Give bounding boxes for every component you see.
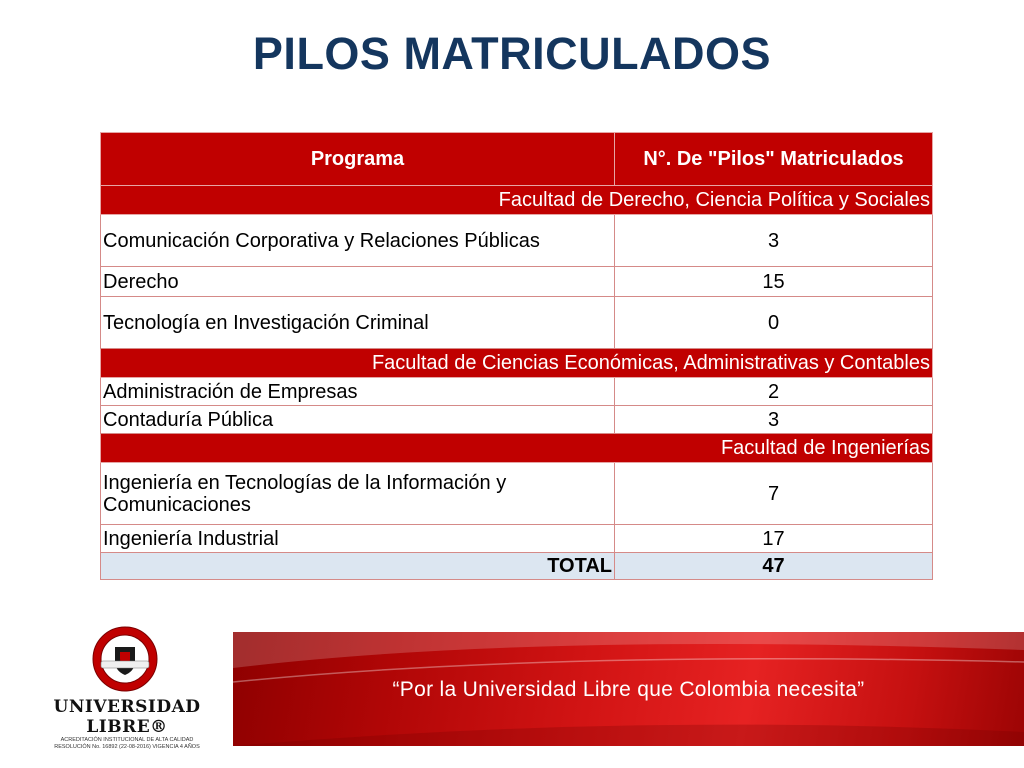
table-row [101,378,933,406]
program-count: 3 [615,215,933,267]
table-row [101,463,933,525]
faculty-label: Facultad de Derecho, Ciencia Política y Sociales [101,186,933,215]
faculty-row [101,186,933,215]
faculty-row [101,434,933,463]
program-name: Derecho [101,267,615,297]
logo-accreditation [52,737,202,751]
faculty-row [101,349,933,378]
logo-name-line1: UNIVERSIDAD [53,697,201,717]
program-name: Ingeniería en Tecnologías de la Información y Comunicaciones [101,463,615,525]
program-count: 17 [615,525,933,553]
program-count: 3 [615,406,933,434]
slide-title: PILOS MATRICULADOS [252,28,772,79]
header-programa: Programa [101,133,615,186]
table-row [101,525,933,553]
banner-quote: “Por la Universidad Libre que Colombia necesita” [392,678,865,701]
logo-name-line2: LIBRE® [86,717,168,737]
table-header-row [101,133,933,186]
program-count: 2 [615,378,933,406]
total-label: TOTAL [101,553,615,580]
footer-banner [233,632,1024,746]
program-name: Comunicación Corporativa y Relaciones Públicas [101,215,615,267]
faculty-label: Facultad de Ingenierías [101,434,933,463]
program-count: 15 [615,267,933,297]
table-row [101,215,933,267]
table-row [101,297,933,349]
accreditation-line2: RESOLUCIÓN No. 16892 (22-08-2016) VIGENCIA 4 AÑOS [54,744,200,750]
program-count: 7 [615,463,933,525]
university-seal-icon [85,625,165,693]
program-count: 0 [615,297,933,349]
faculty-label: Facultad de Ciencias Económicas, Administrativas y Contables [101,349,933,378]
program-name: Tecnología en Investigación Criminal [101,297,615,349]
program-name: Contaduría Pública [101,406,615,434]
table-row [101,267,933,297]
university-logo [52,625,202,750]
table-row [101,406,933,434]
pilos-table [100,132,933,580]
header-pilos-count: N°. De "Pilos" Matriculados [615,133,933,186]
total-row [101,553,933,580]
program-name: Ingeniería Industrial [101,525,615,553]
accreditation-line1: ACREDITACIÓN INSTITUCIONAL DE ALTA CALIDAD [60,737,194,743]
program-name: Administración de Empresas [101,378,615,406]
total-value: 47 [615,553,933,580]
